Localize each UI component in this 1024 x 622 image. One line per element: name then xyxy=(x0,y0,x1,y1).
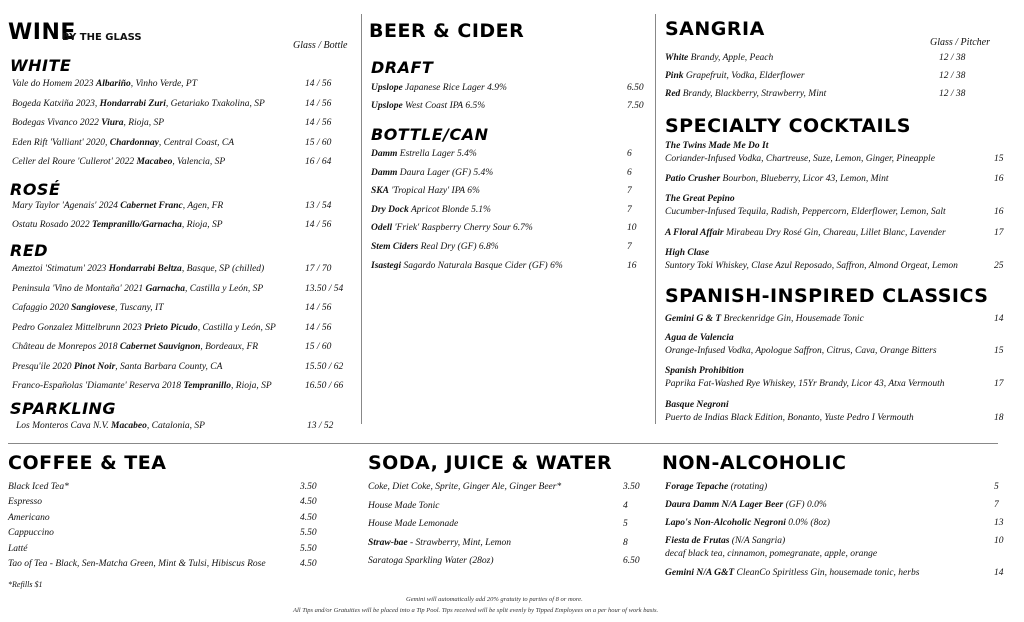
divider-vertical-2 xyxy=(655,14,656,424)
wine-item xyxy=(12,157,225,167)
wine-item xyxy=(12,201,223,211)
beer-brewery: Dry Dock xyxy=(371,204,409,215)
cocktail-price: 17 xyxy=(994,379,1004,389)
cocktail-desc: Coriander-Infused Vodka, Chartreuse, Suze, Lemon, Ginger, Pineapple xyxy=(665,154,935,164)
beer-item xyxy=(371,223,533,233)
cocktail-price: 17 xyxy=(994,228,1004,238)
beer-item xyxy=(371,261,563,271)
sangria-price: 12 / 38 xyxy=(939,89,966,99)
soda-name: Saratoga Sparkling Water (28oz) xyxy=(368,556,494,566)
wine-price: 14 / 56 xyxy=(305,98,332,109)
cocktail-desc: Puerto de Indias Black Edition, Bonanto, Yuste Pedro I Vermouth xyxy=(665,413,914,423)
wine-producer: Franco-Españolas 'Diamante' Reserva 2018 xyxy=(12,381,184,391)
coffee-item xyxy=(8,559,266,569)
cocktail-item xyxy=(665,174,889,184)
wine-item xyxy=(12,79,197,89)
wine-region: , Rioja, SP xyxy=(123,118,165,129)
wine-white-title: WHITE xyxy=(10,56,72,75)
nonalc-item xyxy=(665,482,767,492)
sangria-desc: Brandy, Apple, Peach xyxy=(688,53,774,63)
wine-varietal: Tempranillo/Garnacha xyxy=(91,220,182,230)
coffee-note: *Refills $1 xyxy=(8,580,43,589)
beer-item xyxy=(371,101,485,111)
wine-price: 13 / 54 xyxy=(305,201,332,211)
nonalc-name: Daura Damm N/A Lager Beer xyxy=(665,500,784,510)
cocktail-name: High Clase xyxy=(665,248,710,258)
footer-line2: All Tips and/or Gratuities will be placed into a Tip Pool. Tips received will be split evenly by Tipped Employees on a per hour of work basis. xyxy=(293,607,659,614)
cocktail-desc-line xyxy=(665,379,945,389)
sangria-title: SANGRIA xyxy=(665,18,765,40)
nonalc-item xyxy=(665,518,830,528)
nonalc-desc: decaf black tea, cinnamon, pomegranate, apple, orange xyxy=(665,549,878,559)
coffee-item xyxy=(8,497,42,507)
sangria-price: 12 / 38 xyxy=(939,71,966,81)
cocktail-price: 16 xyxy=(994,207,1004,217)
cocktail-desc-line xyxy=(665,261,958,271)
nonalc-price: 10 xyxy=(994,536,1004,546)
wine-producer: Eden Rift 'Valliant' 2020, xyxy=(12,137,110,148)
nonalc-detail: (rotating) xyxy=(728,482,768,492)
cocktail-desc: Mirabeau Dry Rosé Gin, Chareau, Lillet Blanc, Lavender xyxy=(723,228,946,238)
wine-producer: Mary Taylor 'Agenais' 2024 xyxy=(12,201,121,211)
cocktail-desc-line xyxy=(665,346,937,356)
wine-producer: Cafaggio 2020 xyxy=(12,303,72,313)
soda-price: 4 xyxy=(623,500,628,511)
beer-brewery: Upslope xyxy=(371,83,403,93)
wine-price: 14 / 56 xyxy=(305,322,332,333)
beer-price: 6.50 xyxy=(627,83,644,93)
sangria-item xyxy=(665,89,826,99)
wine-col-header: Glass / Bottle xyxy=(293,40,348,51)
beer-item xyxy=(371,242,499,252)
wine-price: 14 / 56 xyxy=(305,303,332,313)
beer-desc: Apricot Blonde 5.1% xyxy=(408,204,491,215)
soda-item xyxy=(368,556,494,566)
cocktail-desc: Paprika Fat-Washed Rye Whiskey, 15Yr Brandy, Licor 43, Atxa Vermouth xyxy=(665,379,945,389)
wine-region: , Getariako Txakolina, SP xyxy=(165,98,265,109)
coffee-item xyxy=(8,528,54,538)
nonalc-item xyxy=(665,536,785,546)
wine-item xyxy=(12,362,222,372)
wine-varietal: Tempranillo xyxy=(183,381,232,391)
nonalc-price: 14 xyxy=(994,568,1004,578)
footer-line1: Gemini will automatically add 20% gratuity to parties of 8 or more. xyxy=(406,596,583,603)
sangria-desc: Grapefruit, Vodka, Elderflower xyxy=(683,71,805,81)
sangria-name: Pink xyxy=(665,71,684,81)
cocktail-name: Basque Negroni xyxy=(665,400,729,410)
cocktail-desc-line xyxy=(665,413,914,423)
wine-producer: Presqu'ile 2020 xyxy=(12,361,74,372)
wine-producer: Bogeda Katxiña 2023, xyxy=(12,98,100,109)
sangria-name: Red xyxy=(665,89,681,99)
cocktail-desc: Suntory Toki Whiskey, Clase Azul Reposado, Saffron, Almond Orgeat, Lemon xyxy=(665,261,958,271)
nonalc-name: Lapo's Non-Alcoholic Negroni xyxy=(665,518,786,528)
wine-varietal: Cabernet Franc xyxy=(120,201,183,211)
beer-price: 7 xyxy=(627,186,632,197)
soda-item xyxy=(368,501,439,511)
wine-region: , Rioja, SP xyxy=(181,220,223,230)
wine-varietal: Viura xyxy=(101,118,124,129)
cocktail-item xyxy=(665,400,729,410)
beer-brewery: Damm xyxy=(371,149,398,159)
cocktail-price: 15 xyxy=(994,154,1004,164)
cocktail-name: The Twins Made Me Do It xyxy=(665,141,769,151)
wine-subtitle: BY THE GLASS xyxy=(62,32,142,43)
classics-title: SPANISH-INSPIRED CLASSICS xyxy=(665,285,989,307)
beer-desc: Real Dry (GF) 6.8% xyxy=(418,242,499,252)
wine-item xyxy=(12,303,164,313)
wine-region: , Bordeaux, FR xyxy=(200,342,259,352)
soda-name-bold: Straw-bae xyxy=(368,537,408,548)
coffee-price: 5.50 xyxy=(300,543,317,554)
divider-vertical-1 xyxy=(361,14,362,424)
cocktail-price: 16 xyxy=(994,174,1004,184)
wine-item xyxy=(12,264,264,274)
nonalc-price: 13 xyxy=(994,518,1004,528)
wine-rose-title: ROSÉ xyxy=(10,180,61,199)
wine-price: 15 / 60 xyxy=(305,137,332,148)
beer-brewery: Isastegi xyxy=(371,260,402,271)
cocktail-item xyxy=(665,141,768,151)
cocktail-item xyxy=(665,194,735,204)
beer-desc: Daura Lager (GF) 5.4% xyxy=(397,167,494,178)
wine-varietal: Hondarrabi Beltza xyxy=(108,264,182,274)
wine-region: , Valencia, SP xyxy=(172,157,226,168)
soda-name: House Made Tonic xyxy=(368,500,440,511)
wine-varietal: Chardonnay xyxy=(109,137,159,148)
wine-price: 15.50 / 62 xyxy=(305,361,344,372)
soda-item xyxy=(368,482,561,492)
beer-item xyxy=(371,205,491,215)
beer-desc: 'Friek' Raspberry Cherry Sour 6.7% xyxy=(392,223,533,234)
wine-price: 13.50 / 54 xyxy=(305,283,344,294)
beer-price: 10 xyxy=(627,223,637,234)
beer-item xyxy=(371,83,507,93)
coffee-title: COFFEE & TEA xyxy=(8,452,167,474)
wine-item xyxy=(12,323,276,333)
cocktail-name: Patio Crusher xyxy=(665,174,721,184)
wine-item xyxy=(12,284,263,294)
sangria-price: 12 / 38 xyxy=(939,53,966,63)
soda-price: 3.50 xyxy=(623,482,640,492)
beer-price: 7 xyxy=(627,242,632,252)
wine-producer: Château de Monrepos 2018 xyxy=(12,342,120,352)
beer-desc: Estrella Lager 5.4% xyxy=(397,149,477,159)
nonalc-detail: (N/A Sangria) xyxy=(729,536,786,546)
wine-varietal: Prieto Picudo xyxy=(144,322,198,333)
wine-price: 14 / 56 xyxy=(305,118,332,129)
beer-price: 7 xyxy=(627,204,632,215)
cocktail-name: Agua de Valencia xyxy=(665,333,734,343)
sangria-desc: Brandy, Blackberry, Strawberry, Mint xyxy=(680,89,827,99)
beer-draft-title: DRAFT xyxy=(371,58,434,77)
nonalc-price: 5 xyxy=(994,482,999,492)
divider-horizontal xyxy=(8,443,998,444)
specialty-title: SPECIALTY COCKTAILS xyxy=(665,115,911,137)
soda-item xyxy=(368,538,511,548)
wine-region: , Castilla y León, SP xyxy=(185,283,264,294)
wine-red-title: RED xyxy=(10,241,49,260)
beer-item xyxy=(371,149,477,159)
nonalc-title: NON-ALCOHOLIC xyxy=(662,452,847,474)
wine-price: 13 / 52 xyxy=(307,421,334,431)
wine-varietal: Macabeo xyxy=(111,421,147,431)
beer-brewery: Odell xyxy=(371,223,393,234)
beer-price: 6 xyxy=(627,167,632,178)
cocktail-desc: Orange-Infused Vodka, Apologue Saffron, Citrus, Cava, Orange Bitters xyxy=(665,346,937,356)
beer-item xyxy=(371,168,493,178)
cocktail-desc: Cucumber-Infused Tequila, Radish, Peppercorn, Elderflower, Lemon, Salt xyxy=(665,207,946,217)
cocktail-name: Spanish Prohibition xyxy=(665,366,744,376)
cocktail-price: 18 xyxy=(994,413,1004,423)
nonalc-name: Gemini N/A G&T xyxy=(665,568,735,578)
wine-price: 16.50 / 66 xyxy=(305,381,344,391)
soda-price: 8 xyxy=(623,537,628,548)
wine-varietal: Sangiovese xyxy=(71,303,115,313)
wine-producer: Bodegas Vivanco 2022 xyxy=(12,118,102,129)
beer-brewery: Upslope xyxy=(371,101,403,111)
beer-desc: Japanese Rice Lager 4.9% xyxy=(402,83,507,93)
beer-title: BEER & CIDER xyxy=(369,20,525,42)
coffee-price: 3.50 xyxy=(300,482,317,492)
wine-price: 17 / 70 xyxy=(305,264,332,274)
cocktail-desc-line xyxy=(665,207,946,217)
wine-varietal: Pinot Noir xyxy=(73,361,116,372)
wine-producer: Celler del Roure 'Cullerot' 2022 xyxy=(12,157,137,168)
wine-item xyxy=(12,138,234,148)
beer-item xyxy=(371,186,480,196)
beer-brewery: Stem Ciders xyxy=(371,242,419,252)
cocktail-desc-line xyxy=(665,154,935,164)
wine-item xyxy=(12,381,272,391)
nonalc-detail: CleanCo Spiritless Gin, housemade tonic, herbs xyxy=(734,568,920,578)
sangria-name: White xyxy=(665,53,689,63)
coffee-name: Espresso xyxy=(8,497,42,508)
nonalc-desc-line xyxy=(665,549,877,559)
wine-price: 16 / 64 xyxy=(305,157,332,168)
wine-region: , Catalonia, SP xyxy=(146,421,205,431)
wine-region: , Agen, FR xyxy=(182,201,224,211)
wine-varietal: Macabeo xyxy=(136,157,173,168)
coffee-price: 4.50 xyxy=(300,559,317,569)
wine-region: , Rioja, SP xyxy=(231,381,272,391)
sangria-item xyxy=(665,71,805,81)
cocktail-price: 15 xyxy=(994,346,1004,356)
cocktail-item xyxy=(665,333,734,343)
coffee-name: Americano xyxy=(8,512,50,523)
sangria-item xyxy=(665,53,773,63)
cocktail-item xyxy=(665,366,744,376)
wine-title: WINE xyxy=(8,20,76,45)
wine-item xyxy=(12,118,164,128)
soda-title: SODA, JUICE & WATER xyxy=(368,452,613,474)
wine-item xyxy=(12,342,258,352)
wine-producer: Ostatu Rosado 2022 xyxy=(12,220,92,230)
wine-price: 14 / 56 xyxy=(305,79,332,89)
wine-region: , Tuscany, IT xyxy=(114,303,164,313)
coffee-name: Latté xyxy=(8,543,28,554)
wine-region: , Central Coast, CA xyxy=(158,137,235,148)
cocktail-item xyxy=(665,314,864,324)
coffee-name: Tao of Tea - Black, Sen-Matcha Green, Mint & Tulsi, Hibiscus Rose xyxy=(8,559,266,569)
nonalc-name: Forage Tepache xyxy=(665,482,729,492)
nonalc-name: Fiesta de Frutas xyxy=(665,536,730,546)
wine-price: 14 / 56 xyxy=(305,220,332,230)
beer-price: 6 xyxy=(627,149,632,159)
cocktail-item xyxy=(665,228,946,238)
wine-region: , Basque, SP (chilled) xyxy=(181,264,265,274)
wine-varietal: Hondarrabi Zuri xyxy=(99,98,166,109)
soda-name: - Strawberry, Mint, Lemon xyxy=(407,537,512,548)
coffee-item xyxy=(8,482,69,492)
beer-price: 16 xyxy=(627,260,637,271)
cocktail-item xyxy=(665,248,709,258)
nonalc-detail: 0.0% (8oz) xyxy=(785,518,830,528)
wine-producer: Pedro Gonzalez Mittelbrunn 2023 xyxy=(12,322,145,333)
cocktail-desc: Bourbon, Blueberry, Licor 43, Lemon, Mint xyxy=(720,174,889,184)
beer-bottle-title: BOTTLE/CAN xyxy=(371,125,489,144)
cocktail-name: The Great Pepino xyxy=(665,194,735,204)
wine-price: 15 / 60 xyxy=(305,342,332,352)
wine-producer: Ameztoi 'Stimatum' 2023 xyxy=(12,264,109,274)
wine-varietal: Garnacha xyxy=(145,283,186,294)
nonalc-price: 7 xyxy=(994,500,999,510)
beer-brewery: SKA xyxy=(371,186,389,197)
wine-item xyxy=(12,220,223,230)
wine-item xyxy=(16,421,205,431)
wine-varietal: Albariño xyxy=(95,79,131,89)
coffee-item xyxy=(8,544,28,554)
wine-sparkling-title: SPARKLING xyxy=(10,399,117,418)
nonalc-item xyxy=(665,500,827,510)
nonalc-detail: (GF) 0.0% xyxy=(783,500,827,510)
soda-price: 5 xyxy=(623,519,628,529)
beer-desc: Sagardo Naturala Basque Cider (GF) 6% xyxy=(401,260,563,271)
soda-item xyxy=(368,519,458,529)
cocktail-desc: Breckenridge Gin, Housemade Tonic xyxy=(721,314,864,324)
wine-region: , Castilla y León, SP xyxy=(197,322,276,333)
cocktail-name: Gemini G & T xyxy=(665,314,722,324)
coffee-name: Black Iced Tea* xyxy=(8,482,69,492)
coffee-price: 4.50 xyxy=(300,512,317,523)
wine-producer: Los Monteros Cava N.V. xyxy=(16,421,112,431)
nonalc-item xyxy=(665,568,919,578)
wine-region: , Santa Barbara County, CA xyxy=(115,361,223,372)
cocktail-price: 25 xyxy=(994,261,1004,271)
coffee-name: Cappuccino xyxy=(8,528,54,539)
sangria-col-header: Glass / Pitcher xyxy=(930,37,990,48)
soda-price: 6.50 xyxy=(623,556,640,566)
wine-varietal: Cabernet Sauvignon xyxy=(119,342,201,352)
beer-price: 7.50 xyxy=(627,101,644,111)
beer-desc: 'Tropical Hazy' IPA 6% xyxy=(388,186,480,197)
cocktail-price: 14 xyxy=(994,314,1004,324)
wine-item xyxy=(12,99,265,109)
coffee-price: 4.50 xyxy=(300,497,317,508)
soda-name: Coke, Diet Coke, Sprite, Ginger Ale, Ginger Beer* xyxy=(368,482,562,492)
cocktail-name: A Floral Affair xyxy=(665,228,724,238)
beer-desc: West Coast IPA 6.5% xyxy=(402,101,486,111)
coffee-item xyxy=(8,513,50,523)
wine-region: , Vinho Verde, PT xyxy=(130,79,197,89)
beer-brewery: Damm xyxy=(371,167,398,178)
wine-producer: Vale do Homem 2023 xyxy=(12,79,96,89)
wine-producer: Peninsula 'Vino de Montaña' 2021 xyxy=(12,283,146,294)
soda-name: House Made Lemonade xyxy=(368,519,459,529)
coffee-price: 5.50 xyxy=(300,528,317,539)
